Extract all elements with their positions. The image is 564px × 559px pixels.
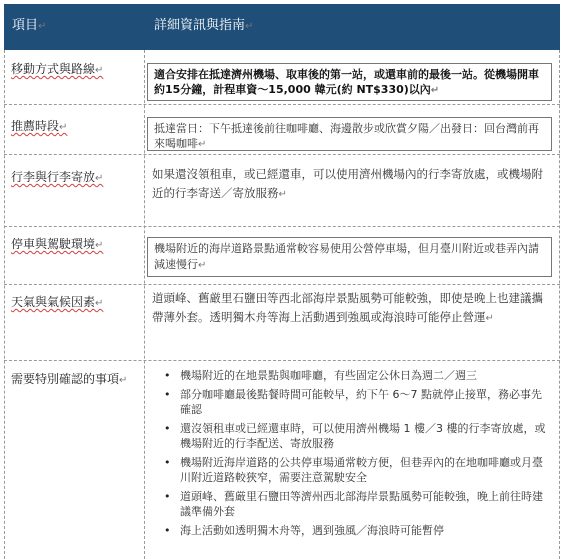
list-item: • 還沒領租車或已經還車時，可以使用濟州機場 1 樓／3 樓的行李寄放處，或機場附近的行李配送、寄放服務 bbox=[150, 421, 552, 451]
header-detail-label: 詳細資訊與指南↵ bbox=[154, 18, 254, 33]
row-text-weather: 道頭峰、舊厳里石鹽田等西北部海岸景點風勢可能較強，即使是晚上也建議攜帶薄外套。透明獨木舟等海上活動遇到強風或海浪時可能停止營運↵ bbox=[152, 291, 543, 324]
list-item: • 機場附近的在地景點與咖啡廳，有些固定公休日為週二／週三 bbox=[150, 368, 552, 383]
paragraph-mark: ↵ bbox=[278, 189, 287, 200]
table-header-row bbox=[4, 4, 560, 50]
paragraph-mark: ↵ bbox=[245, 21, 254, 32]
row-label-timing: 推薦時段↵ bbox=[11, 119, 68, 133]
header-item-label: 項目↵ bbox=[12, 18, 47, 33]
list-item: • 部分咖啡廳最後點餐時間可能較早，約下午 6～7 點就停止接單，務必事先確認 bbox=[150, 387, 552, 417]
row-divider bbox=[4, 360, 560, 361]
row-label-checklist: 需要特別確認的事項↵ bbox=[11, 372, 128, 386]
row-label-luggage: 行李與行李寄放↵ bbox=[11, 170, 104, 184]
checklist bbox=[150, 368, 552, 556]
row-divider bbox=[4, 104, 560, 105]
paragraph-mark: ↵ bbox=[198, 139, 207, 150]
row-label-transport: 移動方式與路線↵ bbox=[11, 62, 104, 76]
row-text-parking: 機場附近的海岸道路景點通常較容易使用公營停車場，但月臺川附近或巷弄內請減速慢行↵ bbox=[147, 237, 552, 277]
paragraph-mark: ↵ bbox=[95, 298, 104, 309]
list-item: • 道頭峰、舊厳里石鹽田等濟州西北部海岸景點風勢可能較強，晚上前往時建議準備外套 bbox=[150, 489, 552, 519]
row-label-weather: 天氣與氣候因素↵ bbox=[11, 295, 104, 309]
paragraph-mark: ↵ bbox=[485, 313, 494, 324]
paragraph-mark: ↵ bbox=[95, 240, 104, 251]
paragraph-mark: ↵ bbox=[119, 375, 128, 386]
row-divider bbox=[4, 284, 560, 285]
paragraph-mark: ↵ bbox=[38, 21, 47, 32]
row-divider bbox=[4, 226, 560, 227]
table-left-border bbox=[4, 50, 5, 559]
paragraph-mark: ↵ bbox=[59, 122, 68, 133]
row-text-timing: 抵達當日：下午抵達後前往咖啡廳、海邊散步或欣賞夕陽／出發日：回台灣前再來喝咖啡↵ bbox=[147, 117, 552, 151]
paragraph-mark: ↵ bbox=[430, 85, 440, 96]
paragraph-mark: ↵ bbox=[95, 65, 104, 76]
row-text-luggage: 如果還沒領租車，或已經還車，可以使用濟州機場內的行李寄放處，或機場附近的行李寄送／寄放服務↵ bbox=[152, 167, 543, 200]
paragraph-mark: ↵ bbox=[95, 173, 104, 184]
list-item: • 機場附近海岸道路的公共停車場通常較方便，但巷弄內的在地咖啡廳或月臺川附近道路較狹窄，需要注意駕駛安全 bbox=[150, 455, 552, 485]
list-item: • 海上活動如透明獨木舟等，遇到強風／海浪時可能暫停 bbox=[150, 523, 552, 538]
table-right-border bbox=[559, 50, 560, 559]
row-label-parking: 停車與駕駛環境↵ bbox=[11, 237, 104, 251]
paragraph-mark: ↵ bbox=[198, 260, 207, 271]
table-column-divider bbox=[144, 50, 145, 559]
row-divider bbox=[4, 154, 560, 155]
row-text-transport: 適合安排在抵達濟州機場、取車後的第一站，或還車前的最後一站。從機場開車約15分鐘，計程車資～15,000 韓元(約 NT$330)以內↵ bbox=[147, 63, 552, 101]
